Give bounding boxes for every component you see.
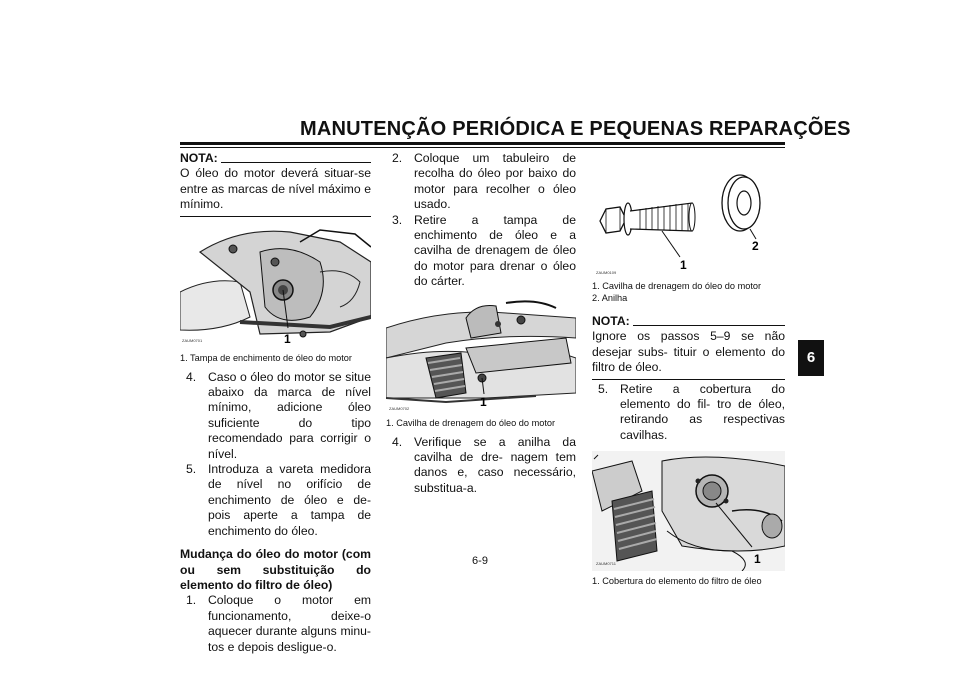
figure-code: ZAUM0701: [182, 337, 203, 343]
step-item: 1. Coloque o motor em funcionamento, deixe-o aquecer durante alguns minu- tos e depois desligue-o.: [186, 593, 371, 654]
nota-end-rule: [592, 379, 785, 380]
page-number: 6-9: [472, 555, 488, 567]
column-1: [180, 151, 371, 655]
figure-callout: 1: [284, 331, 291, 346]
column-2: [386, 151, 576, 496]
step-item: 5. Retire a cobertura do elemento do fil- tro de óleo, retirando as respectivas cavilhas.: [598, 381, 785, 442]
figure-callout-2: 2: [752, 239, 759, 253]
column-3: [592, 151, 785, 587]
figure-caption: 1. Tampa de enchimento de óleo do motor: [180, 352, 352, 363]
chapter-tab: 6: [798, 340, 824, 376]
step-item: 4. Verifique se a anilha da cavilha de dre- nagem tem danos e, caso necessário, substitua-a.: [392, 434, 576, 495]
figure-caption: 2. Anilha: [592, 293, 628, 303]
figure-drain-bolt-location: [386, 298, 576, 414]
steps-list: [180, 370, 371, 539]
page-title: MANUTENÇÃO PERIÓDICA E PEQUENAS REPARAÇÕES: [300, 118, 851, 140]
figure-caption: 1. Cavilha de drenagem do óleo do motor: [386, 417, 556, 428]
steps-list: [386, 151, 576, 290]
step-item: 5. Introduza a vareta medidora de nível no orifício de enchimento de óleo e de- pois aperte a tampa de enchimento do óleo.: [186, 462, 371, 538]
nota-label: NOTA:: [592, 314, 630, 328]
figure-oil-filter-cover: [592, 451, 785, 571]
step-item: 2. Coloque um tabuleiro de recolha do óleo por baixo do motor para recolher o óleo usado.: [392, 151, 576, 212]
figure-callout-1: 1: [680, 258, 687, 272]
nota-text: O óleo do motor deverá situar-se entre as marcas de nível máximo e mínimo.: [180, 166, 371, 212]
title-rule: [180, 142, 785, 145]
figure-callout: 1: [480, 394, 487, 409]
figure-caption: 1. Cobertura do elemento do filtro de óleo: [592, 576, 762, 587]
step-item: 4. Caso o óleo do motor se situe abaixo da marca de nível mínimo, adicione óleo suficiente do tipo recomendado para corrigir o nível.: [186, 369, 371, 461]
nota-heading: [592, 314, 785, 329]
nota-label: NOTA:: [180, 151, 218, 165]
nota-end-rule: [180, 216, 371, 217]
figure-code: ZAUM0711: [596, 561, 616, 567]
nota-text: Ignore os passos 5–9 se não desejar subs- tituir o elemento do filtro de óleo.: [592, 329, 785, 375]
figure-drain-bolt-washer: [592, 151, 785, 277]
title-rule-thin: [180, 147, 785, 148]
figure-callout: 1: [754, 552, 761, 567]
figure-code: ZAUM0702: [389, 405, 410, 411]
figure-caption: 1. Cavilha de drenagem do óleo do motor: [592, 281, 762, 291]
figure-oil-filler-cap: [180, 222, 371, 348]
step-item: 3. Retire a tampa de enchimento de óleo e a cavilha de drenagem de óleo do motor para drenar o óleo do cárter.: [392, 212, 576, 289]
nota-heading: [180, 151, 371, 166]
figure-code: ZAUM0109: [596, 270, 617, 275]
section-heading: Mudança do óleo do motor (com ou sem substituição do elemento do filtro de óleo): [180, 547, 371, 592]
